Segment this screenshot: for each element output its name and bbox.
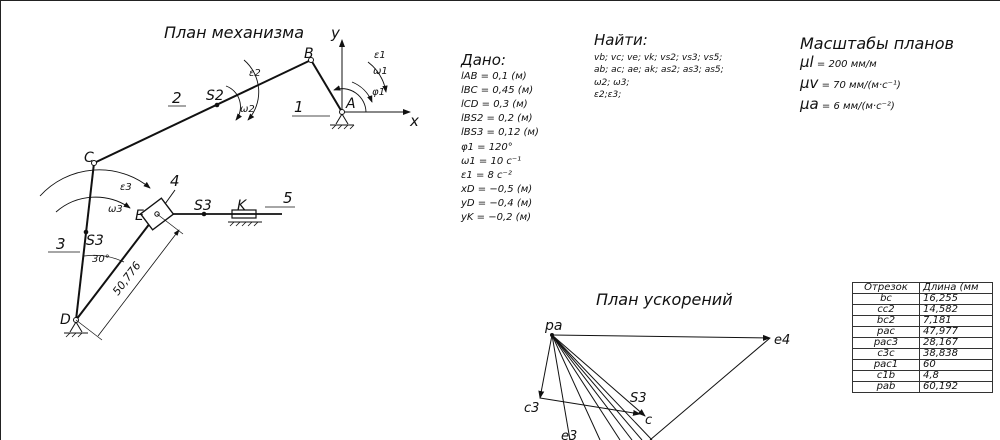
segment-length: 28,167 — [920, 338, 993, 349]
label-e: E — [135, 208, 144, 224]
given-line: ε1 = 8 c⁻² — [461, 170, 512, 182]
segment-length-table — [852, 282, 993, 393]
given-line: lBC = 0,45 (м) — [461, 84, 534, 96]
vector-pa-3 — [552, 335, 620, 440]
segment-length: 60 — [920, 360, 993, 371]
label-e3: e3 — [561, 429, 578, 440]
label-accel-s3: S3 — [630, 391, 647, 406]
scale-value: = 70 мм/(м·с⁻¹) — [818, 80, 901, 91]
vector-pa-2 — [552, 335, 600, 440]
ground-hatch-k — [230, 222, 258, 226]
table-header-segment: Отрезок — [853, 283, 920, 294]
label-s3-link: S3 — [86, 233, 104, 249]
label-link-5: 5 — [283, 189, 293, 207]
table-row — [853, 316, 993, 327]
label-link-4: 4 — [170, 172, 180, 190]
vector-e4-back — [650, 338, 770, 440]
given-line: lBS3 = 0,12 (м) — [461, 126, 539, 138]
label-omega1: ω1 — [373, 66, 388, 77]
label-omega2: ω2 — [240, 104, 255, 115]
segment-name: pac1 — [853, 360, 920, 371]
segment-length: 14,582 — [920, 305, 993, 316]
given-line: lBS2 = 0,2 (м) — [461, 112, 533, 124]
label-angle-30: 30° — [92, 254, 110, 265]
label-k: K — [237, 198, 247, 214]
find-line: ab; ac; ae; ak; as2; as3; as5; — [594, 65, 724, 76]
table-row — [853, 382, 993, 393]
scale-value: = 6 мм/(м·с⁻²) — [818, 101, 895, 112]
label-phi1: φ1 — [372, 87, 385, 98]
label-eps3: ε3 — [120, 182, 132, 193]
segment-name: cc2 — [853, 305, 920, 316]
label-y: y — [331, 24, 340, 42]
scale-symbol: μa — [800, 95, 819, 113]
segment-name: pac — [853, 327, 920, 338]
table-row — [853, 371, 993, 382]
link-ab — [311, 60, 342, 112]
segment-length: 7,181 — [920, 316, 993, 327]
segment-length: 4,8 — [920, 371, 993, 382]
scales-heading: Масштабы планов — [800, 34, 954, 53]
arc-omega2 — [226, 86, 240, 120]
segment-name: c1b — [853, 371, 920, 382]
vector-pa-e4 — [552, 335, 770, 338]
arc-eps3 — [40, 170, 150, 196]
given-line: φ1 = 120° — [461, 142, 513, 154]
segment-name: pac3 — [853, 338, 920, 349]
find-line: vb; vc; ve; vk; vs2; vs3; vs5; — [594, 52, 723, 63]
given-heading: Дано: — [461, 51, 506, 69]
label-dim-50776: 50,776 — [110, 259, 144, 298]
table-header-row — [853, 283, 993, 294]
link-bc — [94, 60, 311, 163]
vector-pa-5 — [552, 335, 642, 440]
link-de — [76, 214, 157, 320]
dim-line — [98, 230, 179, 336]
find-heading: Найти: — [594, 31, 648, 49]
leader-4 — [165, 190, 175, 204]
label-a: A — [346, 96, 356, 112]
label-link-2: 2 — [172, 89, 182, 107]
given-line: yD = −0,4 (м) — [461, 198, 533, 210]
given-line: xD = −0,5 (м) — [461, 184, 533, 196]
label-e4: e4 — [774, 333, 791, 348]
scale-symbol: μl — [800, 53, 814, 71]
dim-ext-1 — [76, 320, 102, 340]
vector-pa-4 — [552, 335, 632, 440]
segment-name: c3c — [853, 349, 920, 360]
label-link-3: 3 — [56, 235, 66, 253]
segment-name: pab — [853, 382, 920, 393]
scale-symbol: μv — [800, 74, 819, 92]
find-line: ε2;ε3; — [594, 90, 622, 101]
table-row — [853, 360, 993, 371]
label-x: x — [410, 112, 419, 130]
label-c3: c3 — [524, 401, 540, 416]
acceleration-plan — [524, 318, 790, 440]
segment-length: 38,838 — [920, 349, 993, 360]
label-eps2: ε2 — [249, 68, 261, 79]
vector-pa-c3 — [540, 335, 552, 398]
segment-name: bc2 — [853, 316, 920, 327]
table-row — [853, 294, 993, 305]
label-omega3: ω3 — [108, 204, 123, 215]
acceleration-plan-title: План ускорений — [596, 290, 733, 309]
label-b: B — [304, 46, 314, 62]
table-row — [853, 305, 993, 316]
label-d: D — [60, 312, 71, 328]
label-link-1: 1 — [294, 98, 304, 116]
label-accel-c: c — [645, 413, 653, 428]
label-eps1: ε1 — [374, 50, 386, 61]
segment-length: 47,977 — [920, 327, 993, 338]
given-line: lAB = 0,1 (м) — [461, 70, 527, 82]
scale-value: = 200 мм/м — [813, 59, 877, 70]
label-s2: S2 — [206, 88, 224, 104]
table-row — [853, 327, 993, 338]
table-row — [853, 349, 993, 360]
given-line: ω1 = 10 c⁻¹ — [461, 156, 522, 168]
segment-length: 60,192 — [920, 382, 993, 393]
label-c: C — [84, 150, 94, 166]
segment-name: bc — [853, 294, 920, 305]
label-s3-slider: S3 — [194, 198, 212, 214]
find-line: ω2; ω3; — [594, 77, 630, 88]
label-pa: pa — [545, 318, 563, 334]
mechanism-plan-title: План механизма — [164, 23, 305, 42]
segment-length: 16,255 — [920, 294, 993, 305]
given-line: yK = −0,2 (м) — [461, 211, 532, 223]
table-header-length: Длина (мм — [920, 283, 993, 294]
table-row — [853, 338, 993, 349]
given-line: lCD = 0,3 (м) — [461, 98, 528, 110]
